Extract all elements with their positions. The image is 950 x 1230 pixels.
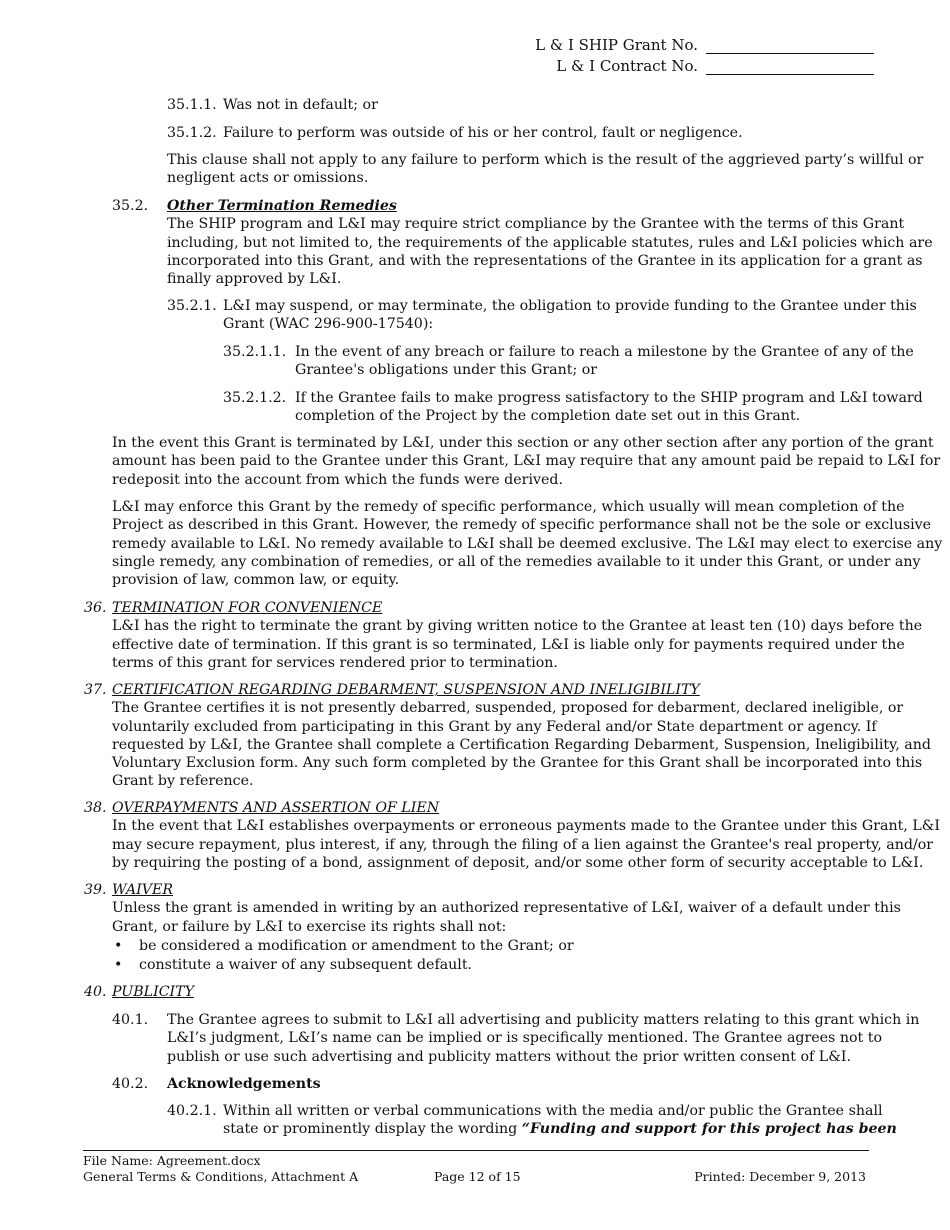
text-line: remedy available to L&I. No remedy available to L&I shall be deemed exclusive. The L&I may elect to exercise any xyxy=(112,535,943,552)
contract-number-label: L & I Contract No. xyxy=(556,57,698,75)
text-line: This clause shall not apply to any failure to perform which is the result of the aggrieved party’s willful or xyxy=(167,152,924,168)
section-heading: OVERPAYMENTS AND ASSERTION OF LIEN xyxy=(112,800,440,816)
section-heading: TERMINATION FOR CONVENIENCE xyxy=(112,600,383,616)
section-35-2-1-1 xyxy=(295,343,914,380)
section-39 xyxy=(112,881,901,936)
footer-printed-date: Printed: December 9, 2013 xyxy=(694,1169,866,1184)
section-heading: CERTIFICATION REGARDING DEBARMENT, SUSPENSION AND INELIGIBILITY xyxy=(112,682,700,698)
section-36 xyxy=(112,599,922,672)
section-heading: PUBLICITY xyxy=(112,984,194,1000)
text-line: provision of law, common law, or equity. xyxy=(112,572,400,589)
grant-number-label: L & I SHIP Grant No. xyxy=(535,36,698,54)
text-line: Grant by reference. xyxy=(112,773,254,790)
text-line: effective date of termination. If this grant is so terminated, L&I is liable only for payments required under the xyxy=(112,636,905,653)
bullet-item: be considered a modification or amendment to the Grant; or xyxy=(139,938,574,954)
section-number: 36. xyxy=(84,600,107,616)
section-number: 40.2.1. xyxy=(167,1103,217,1119)
enforcement-paragraph xyxy=(112,498,942,589)
section-number: 35.1.2. xyxy=(167,125,217,141)
text-line: Project as described in this Grant. However, the remedy of specific performance shall not be the sole or exclusive xyxy=(112,517,932,534)
section-heading: Other Termination Remedies xyxy=(167,198,397,214)
text-line: Grant (WAC 296-900-17540): xyxy=(223,316,434,333)
section-text: Was not in default; or xyxy=(223,97,378,113)
contract-number-blank xyxy=(706,58,874,75)
text-line: L&I’s judgment, L&I’s name can be implied or is specifically mentioned. The Grantee agrees not to xyxy=(167,1030,882,1047)
text-line: The Grantee agrees to submit to L&I all advertising and publicity matters relating to this grant which in xyxy=(167,1012,920,1028)
text-line: terms of this grant for services rendered prior to termination. xyxy=(112,654,558,671)
text-line: Grant, or failure by L&I to exercise its rights shall not: xyxy=(112,918,507,935)
bullet-icon: • xyxy=(114,957,123,973)
section-number: 35.2.1. xyxy=(167,298,217,314)
clause-note xyxy=(167,151,923,188)
text-span: state or prominently display the wording xyxy=(223,1121,522,1138)
section-number: 35.2.1.2. xyxy=(223,390,287,406)
footer-page-number: Page 12 of 15 xyxy=(434,1169,521,1184)
section-heading: WAIVER xyxy=(112,882,174,898)
text-line: including, but not limited to, the requirements of the applicable statutes, rules and L&I policies which are xyxy=(167,234,933,251)
text-line: Unless the grant is amended in writing by an authorized representative of L&I, waiver of a default under this xyxy=(112,900,901,917)
section-40-2-1 xyxy=(223,1102,897,1139)
section-40-1 xyxy=(167,1011,919,1066)
text-line: single remedy, any combination of remedies, or all of the remedies available to it under this Grant, or under any xyxy=(112,553,921,570)
text-line: negligent acts or omissions. xyxy=(167,170,369,187)
section-35-2 xyxy=(167,197,933,288)
section-number: 38. xyxy=(84,800,107,816)
text-line: publish or use such advertising and publicity matters without the prior written consent of L&I. xyxy=(167,1048,851,1065)
text-line: may secure repayment, plus interest, if any, through the filing of a lien against the Grantee's real property, and/or xyxy=(112,836,934,853)
text-line: requested by L&I, the Grantee shall complete a Certification Regarding Debarment, Suspension, Ineligibility, and xyxy=(112,736,931,753)
bullet-icon: • xyxy=(114,938,123,954)
repayment-paragraph xyxy=(112,434,940,489)
text-line: amount has been paid to the Grantee under this Grant, L&I may require that any amount paid be repaid to L&I for xyxy=(112,453,941,470)
section-37 xyxy=(112,681,931,791)
bullet-item: constitute a waiver of any subsequent default. xyxy=(139,957,473,973)
text-line: If the Grantee fails to make progress satisfactory to the SHIP program and L&I toward xyxy=(295,390,923,406)
text-line: redeposit into the account from which the funds were derived. xyxy=(112,471,563,488)
text-line: In the event that L&I establishes overpayments or erroneous payments made to the Grantee under this Grant, L&I xyxy=(112,818,940,835)
text-line: by requiring the posting of a bond, assignment of deposit, and/or some other form of security acceptable to L&I. xyxy=(112,854,924,871)
text-line: In the event of any breach or failure to reach a milestone by the Grantee of any of the xyxy=(295,344,914,360)
text-line: L&I has the right to terminate the grant by giving written notice to the Grantee at least ten (10) days before the xyxy=(112,618,923,635)
footer-divider xyxy=(83,1150,869,1151)
text-line: incorporated into this Grant, and with the representations of the Grantee in its application for a grant as xyxy=(167,252,923,269)
section-text: Failure to perform was outside of his or her control, fault or negligence. xyxy=(223,125,743,141)
section-number: 35.2. xyxy=(112,198,149,214)
footer-file-name: File Name: Agreement.docx xyxy=(83,1153,261,1168)
text-line: Voluntary Exclusion form. Any such form completed by the Grantee for this Grant shall be incorporated into this xyxy=(112,755,923,772)
grant-number-blank xyxy=(706,37,874,54)
section-number: 37. xyxy=(84,682,107,698)
section-35-2-1-2 xyxy=(295,389,923,426)
section-number: 35.2.1.1. xyxy=(223,344,287,360)
text-line: L&I may suspend, or may terminate, the obligation to provide funding to the Grantee under this xyxy=(223,298,917,314)
text-line: The SHIP program and L&I may require strict compliance by the Grantee with the terms of this Grant xyxy=(167,216,905,233)
text-line: L&I may enforce this Grant by the remedy of specific performance, which usually will mean completion of the xyxy=(112,499,905,515)
text-line: Within all written or verbal communications with the media and/or public the Grantee shall xyxy=(223,1103,883,1119)
contract-number-row xyxy=(556,57,874,75)
quoted-wording: “Funding and support for this project has been xyxy=(521,1121,897,1138)
footer-document-title: General Terms & Conditions, Attachment A xyxy=(83,1169,359,1184)
text-line: completion of the Project by the completion date set out in this Grant. xyxy=(295,408,801,425)
section-number: 40. xyxy=(84,984,107,1000)
section-heading: Acknowledgements xyxy=(167,1076,321,1092)
section-number: 40.1. xyxy=(112,1012,149,1028)
footer-left xyxy=(83,1153,358,1185)
grant-number-row xyxy=(535,36,874,54)
section-number: 35.1.1. xyxy=(167,97,217,113)
section-number: 39. xyxy=(84,882,107,898)
section-38 xyxy=(112,799,940,872)
text-line: finally approved by L&I. xyxy=(167,271,342,288)
text-line xyxy=(223,1120,897,1138)
text-line: In the event this Grant is terminated by L&I, under this section or any other section after any portion of the grant xyxy=(112,435,934,451)
section-number: 40.2. xyxy=(112,1076,149,1092)
section-35-2-1 xyxy=(223,297,917,334)
text-line: voluntarily excluded from participating in this Grant by any Federal and/or State department or agency. If xyxy=(112,718,877,735)
text-line: Grantee's obligations under this Grant; or xyxy=(295,362,598,379)
text-line: The Grantee certifies it is not presently debarred, suspended, proposed for debarment, declared ineligible, or xyxy=(112,700,904,717)
